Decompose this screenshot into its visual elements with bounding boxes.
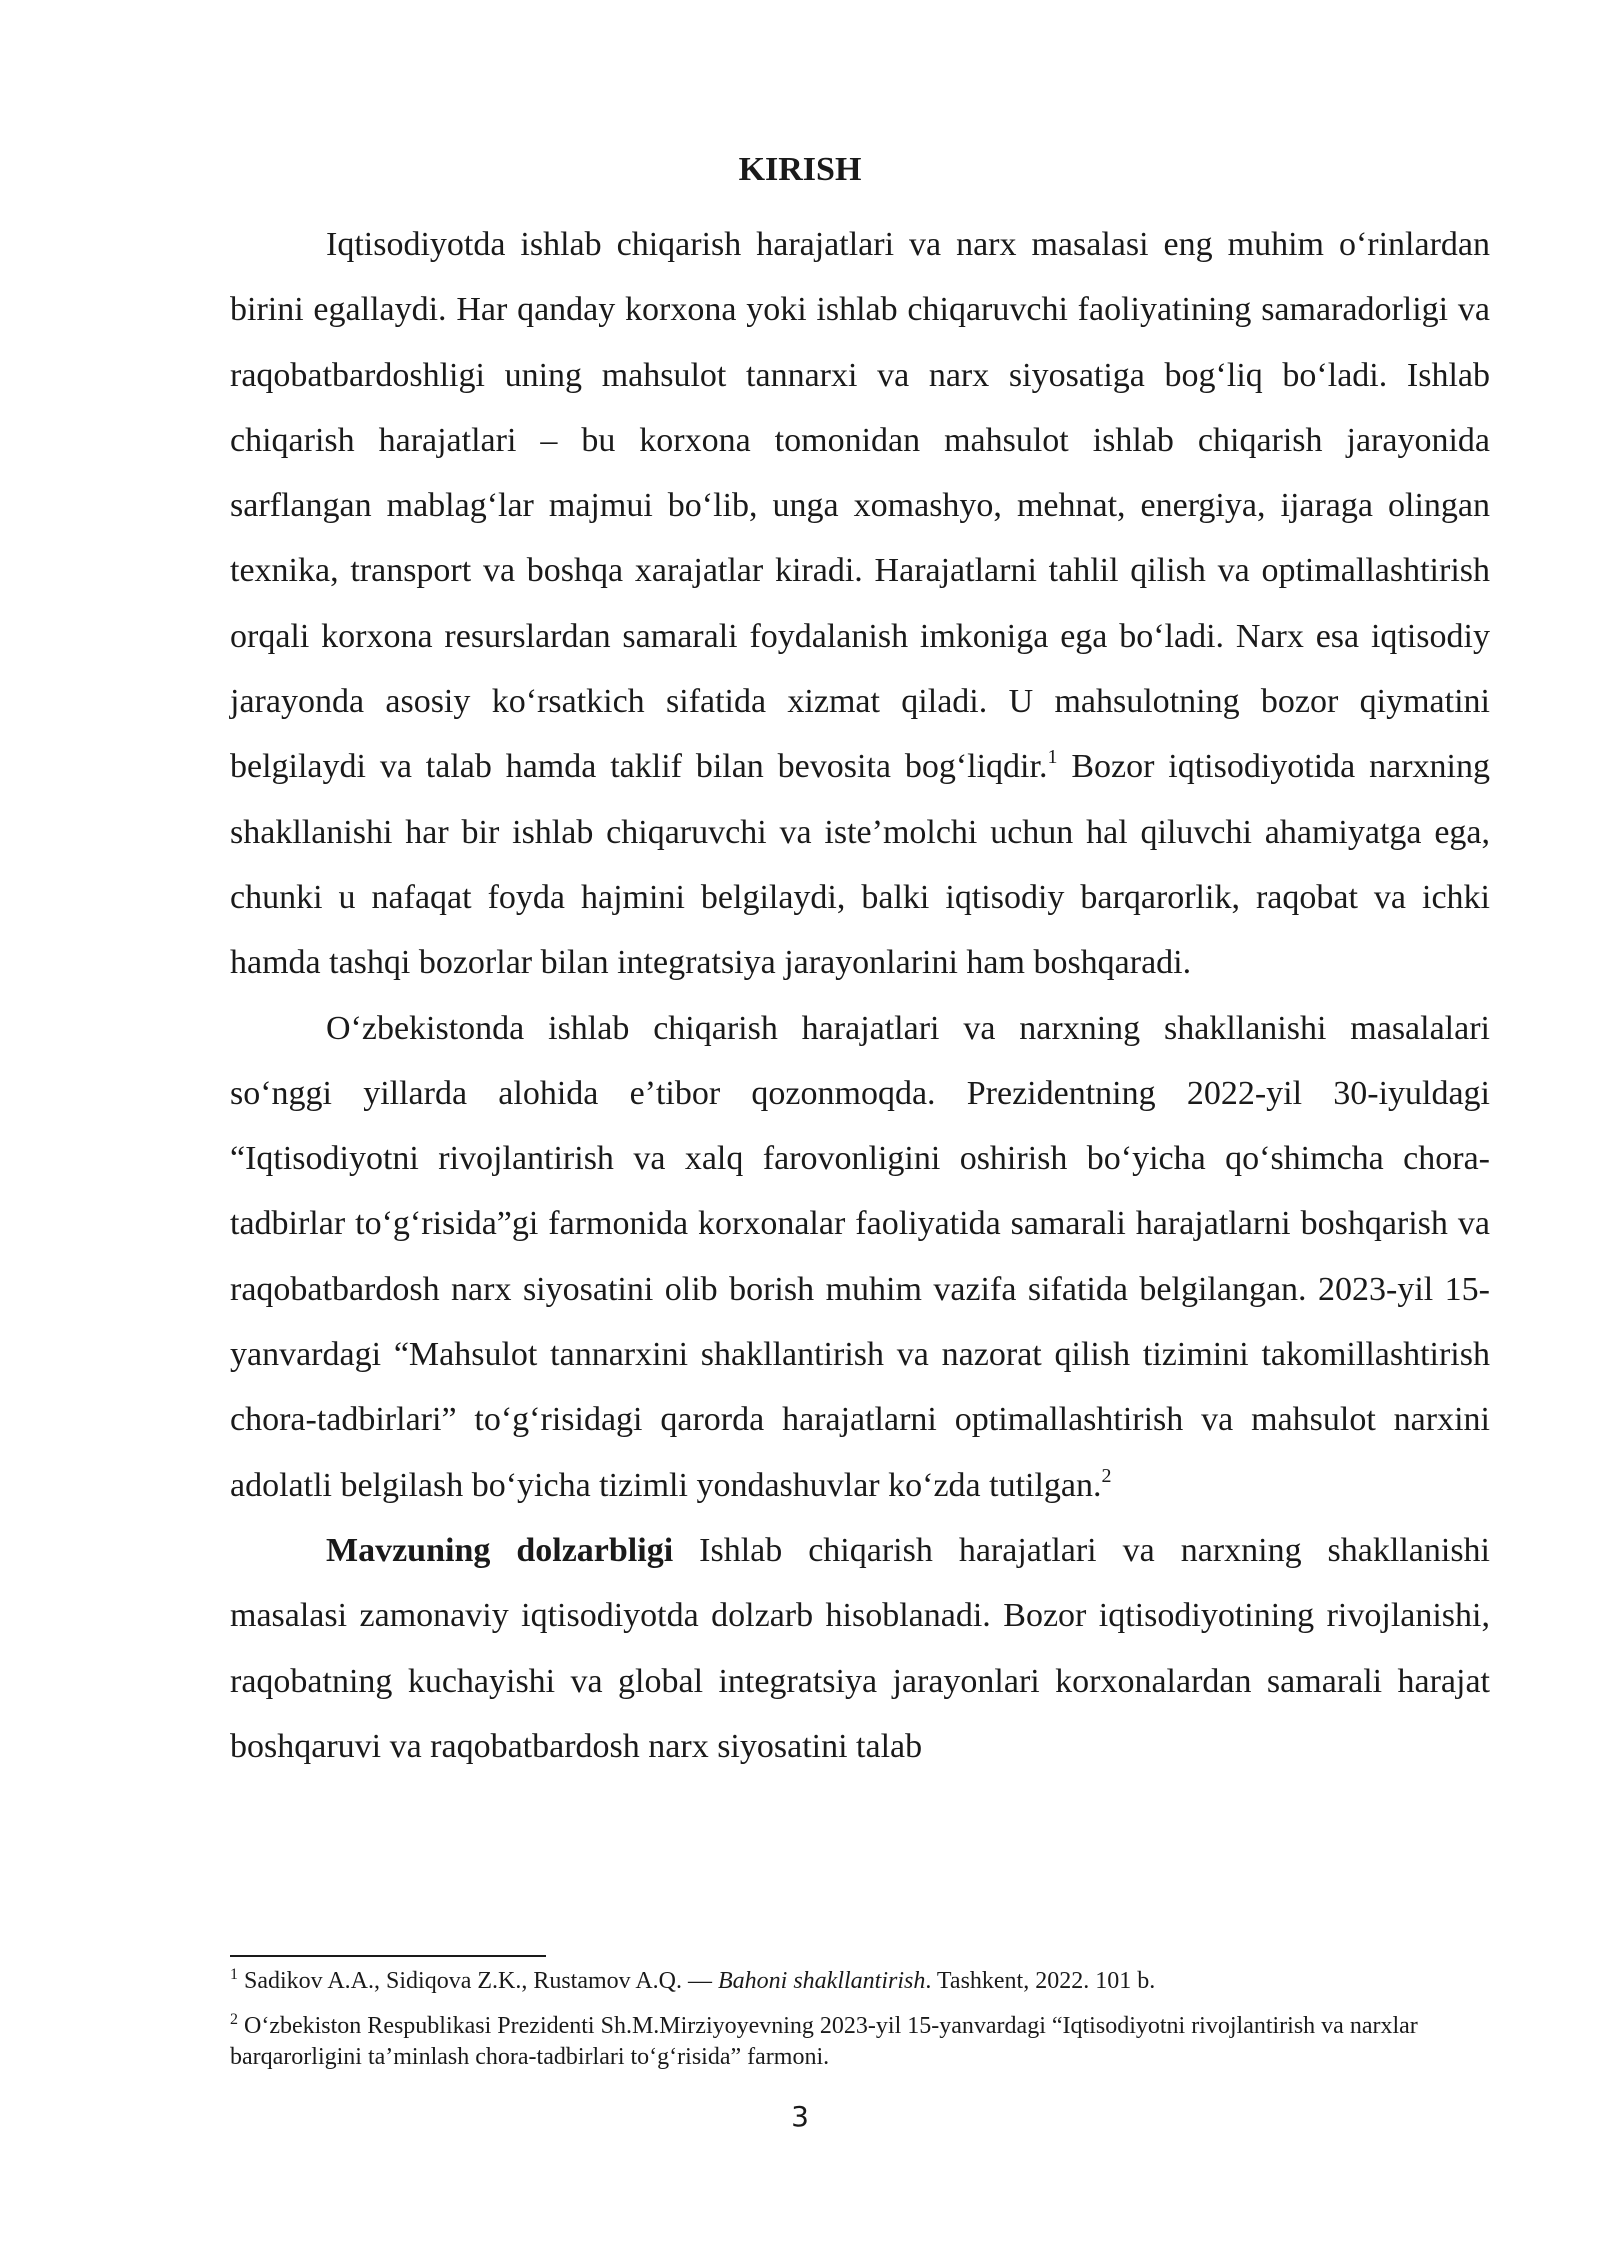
footnote-reference-2[interactable]: 2 <box>1101 1464 1112 1487</box>
footnote-2 <box>230 2011 1490 2073</box>
paragraph-uzbekistan <box>230 996 1490 1518</box>
page-number: 3 <box>791 2100 809 2133</box>
paragraph-relevance <box>230 1518 1490 1779</box>
paragraph-text: Ishlab chiqarish harajatlari va narxning shakllanishi masalasi zamonaviy iqtisodiyotda dolzarb hisoblanadi. Bozor iqtisodiyotining rivojlanishi, raqobatning kuchayishi va global integratsiya jarayonlari korxonalardan samarali harajat boshqaruvi va raqobatbardosh narx siyosatini talab <box>230 1531 1490 1765</box>
footnote-text: . Tashkent, 2022. 101 b. <box>925 1968 1156 1994</box>
footnote-number: 1 <box>230 1966 238 1983</box>
paragraph-intro <box>230 212 1490 996</box>
footnote-text: Oʻzbekiston Respublikasi Prezidenti Sh.M.Mirziyoyevning 2023-yil 15-yanvardagi “Iqtisodiyotni rivojlantirish va narxlar barqarorligini taʼminlash chora-tadbirlari toʻgʻrisida” farmoni. <box>230 2013 1418 2070</box>
footnote-text: Sadikov A.A., Sidiqova Z.K., Rustamov A.Q. — <box>244 1968 719 1994</box>
paragraph-text: Oʻzbekistonda ishlab chiqarish harajatlari va narxning shakllanishi masalalari soʻnggi yillarda alohida eʼtibor qozonmoqda. Prezidentning 2022-yil 30-iyuldagi “Iqtisodiyotni rivojlantirish va xalq farovonligini oshirish boʻyicha qoʻshimcha chora-tadbirlar toʻgʻrisida”gi farmonida korxonalar faoliyatida samarali harajatlarni boshqarish va raqobatbardosh narx siyosatini olib borish muhim vazifa sifatida belgilangan. 2023-yil 15-yanvardagi “Mahsulot tannarxini shakllantirish va nazorat qilish tizimini takomillashtirish chora-tadbirlari” toʻgʻrisidagi qarorda harajatlarni optimallashtirish va mahsulot narxini adolatli belgilash boʻyicha tizimli yondashuvlar koʻzda tutilgan. <box>230 1009 1490 1504</box>
footnote-number: 2 <box>230 2011 238 2028</box>
paragraph-text: Bozor iqtisodiyotida narxning shakllanishi har bir ishlab chiqaruvchi va isteʼmolchi uchun hal qiluvchi ahamiyatga ega, chunki u nafaqat foyda hajmini belgilaydi, balki iqtisodiy barqarorlik, raqobat va ichki hamda tashqi bozorlar bilan integratsiya jarayonlarini ham boshqaradi. <box>230 748 1490 982</box>
footnote-reference-1[interactable]: 1 <box>1047 746 1058 769</box>
footnote-title: Bahoni shakllantirish <box>718 1968 926 1994</box>
paragraph-heading: Mavzuning dolzarbligi <box>326 1531 674 1569</box>
footnote-1 <box>230 1966 1490 1997</box>
paragraph-text: Iqtisodiyotda ishlab chiqarish harajatlari va narx masalasi eng muhim oʻrinlardan birini egallaydi. Har qanday korxona yoki ishlab chiqaruvchi faoliyatining samaradorligi va raqobatbardoshligi uning mahsulot tannarxi va narx siyosatiga bogʻliq boʻladi. Ishlab chiqarish harajatlari – bu korxona tomonidan mahsulot ishlab chiqarish jarayonida sarflangan mablagʻlar majmui boʻlib, unga xomashyo, mehnat, energiya, ijaraga olingan texnika, transport va boshqa xarajatlar kiradi. Harajatlarni tahlil qilish va optimallashtirish orqali korxona resurslardan samarali foydalanish imkoniga ega boʻladi. Narx esa iqtisodiy jarayonda asosiy koʻrsatkich sifatida xizmat qiladi. U mahsulotning bozor qiymatini belgilaydi va talab hamda taklif bilan bevosita bogʻliqdir. <box>230 226 1490 786</box>
main-text <box>230 212 1490 1779</box>
page-title: KIRISH <box>738 151 862 188</box>
footnotes <box>230 1966 1490 2087</box>
footnote-separator <box>230 1955 546 1957</box>
